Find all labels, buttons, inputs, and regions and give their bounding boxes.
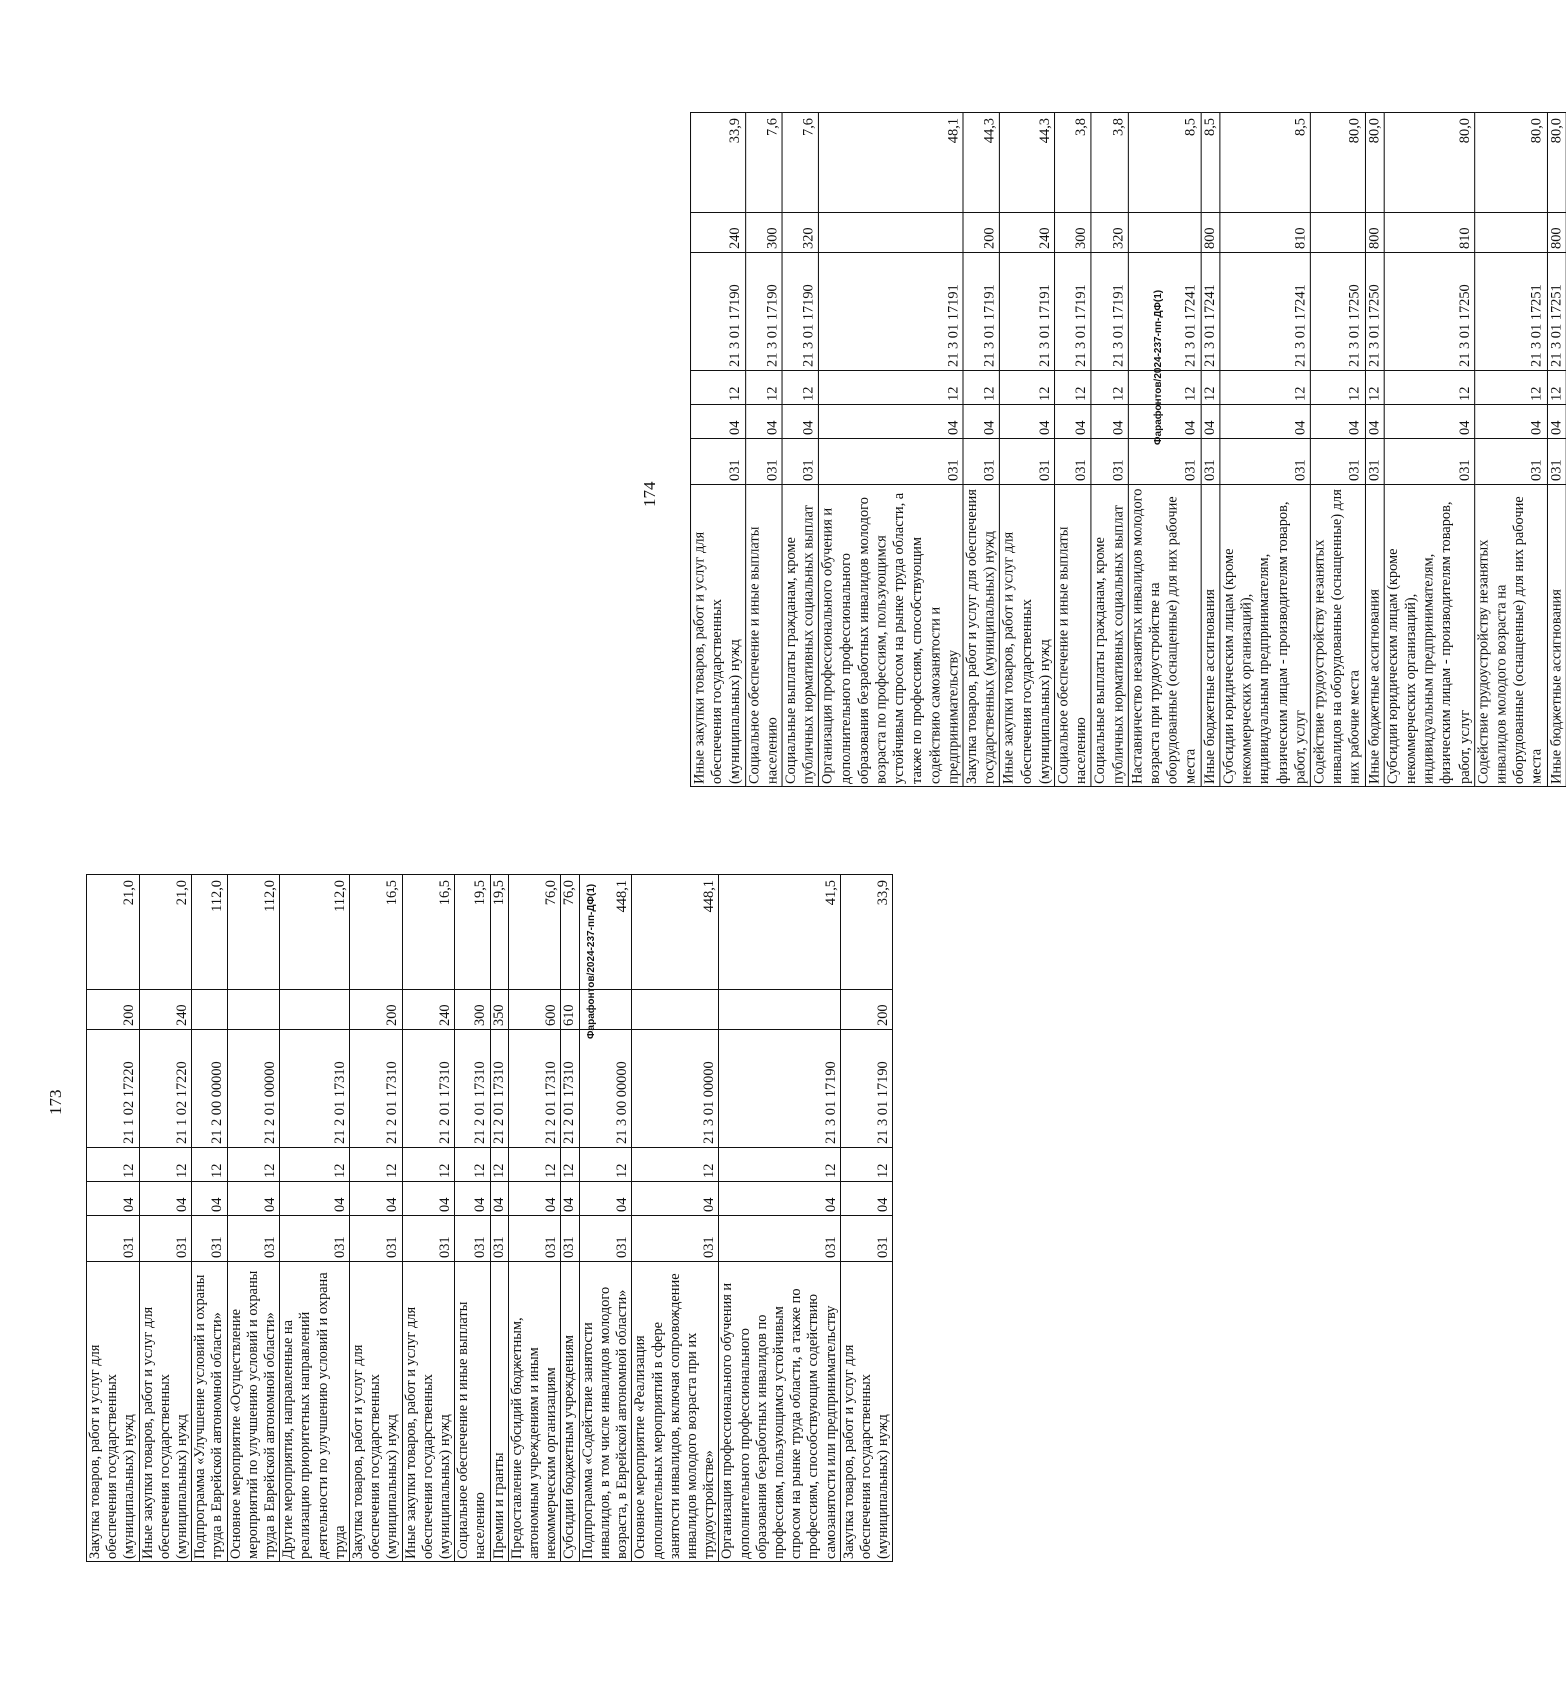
admin-code: 031 bbox=[280, 1216, 350, 1262]
subsection-code: 12 bbox=[1547, 371, 1566, 405]
amount: 33,9 bbox=[691, 113, 746, 213]
table-row bbox=[350, 875, 403, 1562]
section-code: 04 bbox=[139, 1182, 192, 1216]
target-article-code: 21 3 01 17191 bbox=[819, 253, 963, 371]
page-174-table-wrap bbox=[690, 112, 1565, 787]
section-code: 04 bbox=[490, 1182, 508, 1216]
section-code: 04 bbox=[455, 1182, 490, 1216]
amount: 8,5 bbox=[1128, 113, 1201, 213]
section-code: 04 bbox=[579, 1182, 632, 1216]
target-article-code: 21 2 01 17310 bbox=[455, 1030, 490, 1148]
expense-type-code: 800 bbox=[1201, 213, 1220, 253]
page-number: 173 bbox=[46, 1089, 65, 1115]
amount: 76,0 bbox=[508, 875, 561, 990]
table-row bbox=[280, 875, 350, 1562]
section-code: 04 bbox=[192, 1182, 227, 1216]
subsection-code: 12 bbox=[782, 371, 819, 405]
table-row bbox=[1220, 113, 1310, 787]
target-article-code: 21 2 00 00000 bbox=[192, 1030, 227, 1148]
target-article-code: 21 3 01 17191 bbox=[1000, 253, 1055, 371]
admin-code: 031 bbox=[1055, 439, 1092, 485]
row-name: Организация профессионального обучения и дополнительного профессионального образования безработных инвалидов молодого возраста по профессиям, пользующимся устойчивым спросом на рынке труда области, а также по профессиям, способствующим содействию самозанятости и предпринимательству bbox=[819, 485, 963, 787]
row-name: Закупка товаров, работ и услуг для обеспечения государственных (муниципальных) нужд bbox=[350, 1262, 403, 1562]
subsection-code: 12 bbox=[402, 1148, 455, 1182]
expense-type-code: 320 bbox=[1091, 213, 1128, 253]
row-name: Иные закупки товаров, работ и услуг для обеспечения государственных (муниципальных) нужд bbox=[139, 1262, 192, 1562]
table-row bbox=[227, 875, 280, 1562]
table-row bbox=[1091, 113, 1128, 787]
admin-code: 031 bbox=[227, 1216, 280, 1262]
subsection-code: 12 bbox=[350, 1148, 403, 1182]
subsection-code: 12 bbox=[87, 1148, 140, 1182]
amount: 3,8 bbox=[1055, 113, 1092, 213]
expense-type-code: 810 bbox=[1384, 213, 1474, 253]
target-article-code: 21 2 01 17310 bbox=[280, 1030, 350, 1148]
admin-code: 031 bbox=[455, 1216, 490, 1262]
amount: 16,5 bbox=[402, 875, 455, 990]
page-173 bbox=[0, 837, 892, 1697]
subsection-code: 12 bbox=[1310, 371, 1365, 405]
target-article-code: 21 1 02 17220 bbox=[139, 1030, 192, 1148]
amount: 19,5 bbox=[455, 875, 490, 990]
admin-code: 031 bbox=[490, 1216, 508, 1262]
section-code: 04 bbox=[1365, 405, 1384, 439]
admin-code: 031 bbox=[1310, 439, 1365, 485]
subsection-code: 12 bbox=[1201, 371, 1220, 405]
section-code: 04 bbox=[1201, 405, 1220, 439]
table-row bbox=[963, 113, 1000, 787]
table-row bbox=[1128, 113, 1201, 787]
target-article-code: 21 2 01 17310 bbox=[350, 1030, 403, 1148]
subsection-code: 12 bbox=[227, 1148, 280, 1182]
row-name: Субсидии юридическим лицам (кроме некоммерческих организаций), индивидуальным предпринимателям, физическим лицам - производителям товаров, работ, услуг bbox=[1220, 485, 1310, 787]
expense-type-code: 200 bbox=[87, 990, 140, 1030]
section-code: 04 bbox=[819, 405, 963, 439]
row-name: Другие мероприятия, направленные на реализацию приоритетных направлений деятельности по улучшению условий и охрана труда bbox=[280, 1262, 350, 1562]
expense-type-code: 240 bbox=[139, 990, 192, 1030]
row-name: Закупка товаров, работ и услуг для обеспечения государственных (муниципальных) нужд bbox=[87, 1262, 140, 1562]
row-name: Предоставление субсидий бюджетным, автономным учреждениям и иным некоммерческим организациям bbox=[508, 1262, 561, 1562]
table-row bbox=[719, 875, 840, 1562]
row-name: Закупка товаров, работ и услуг для обеспечения государственных (муниципальных) нужд bbox=[963, 485, 1000, 787]
expense-type-code: 240 bbox=[1000, 213, 1055, 253]
amount: 19,5 bbox=[490, 875, 508, 990]
admin-code: 031 bbox=[1201, 439, 1220, 485]
row-name: Социальные выплаты гражданам, кроме публичных нормативных социальных выплат bbox=[1091, 485, 1128, 787]
subsection-code: 12 bbox=[490, 1148, 508, 1182]
admin-code: 031 bbox=[139, 1216, 192, 1262]
amount: 21,0 bbox=[139, 875, 192, 990]
section-code: 04 bbox=[1474, 405, 1547, 439]
expense-type-code: 350 bbox=[490, 990, 508, 1030]
admin-code: 031 bbox=[782, 439, 819, 485]
row-name: Подпрограмма «Улучшение условий и охраны труда в Еврейской автономной области» bbox=[192, 1262, 227, 1562]
target-article-code: 21 3 01 17190 bbox=[782, 253, 819, 371]
subsection-code: 12 bbox=[1055, 371, 1092, 405]
admin-code: 031 bbox=[1474, 439, 1547, 485]
amount: 48,1 bbox=[819, 113, 963, 213]
target-article-code: 21 2 01 17310 bbox=[402, 1030, 455, 1148]
page-174 bbox=[0, 0, 1565, 837]
table-row bbox=[1384, 113, 1474, 787]
section-code: 04 bbox=[1384, 405, 1474, 439]
amount: 33,9 bbox=[840, 875, 893, 990]
section-code: 04 bbox=[782, 405, 819, 439]
page-173-table-wrap bbox=[86, 874, 893, 1562]
target-article-code: 21 1 02 17220 bbox=[87, 1030, 140, 1148]
subsection-code: 12 bbox=[280, 1148, 350, 1182]
row-name: Иные бюджетные ассигнования bbox=[1547, 485, 1566, 787]
expense-type-code bbox=[1474, 213, 1547, 253]
expense-type-code: 240 bbox=[691, 213, 746, 253]
table-row bbox=[490, 875, 508, 1562]
subsection-code: 12 bbox=[963, 371, 1000, 405]
target-article-code: 21 2 01 17310 bbox=[508, 1030, 561, 1148]
admin-code: 031 bbox=[632, 1216, 719, 1262]
target-article-code: 21 3 01 17250 bbox=[1365, 253, 1384, 371]
row-name: Иные закупки товаров, работ и услуг для обеспечения государственных (муниципальных) нужд bbox=[691, 485, 746, 787]
admin-code: 031 bbox=[561, 1216, 579, 1262]
table-row bbox=[1000, 113, 1055, 787]
section-code: 04 bbox=[1000, 405, 1055, 439]
table-row bbox=[1310, 113, 1365, 787]
expense-type-code bbox=[1310, 213, 1365, 253]
section-code: 04 bbox=[1547, 405, 1566, 439]
section-code: 04 bbox=[691, 405, 746, 439]
row-name: Основное мероприятие «Осуществление мероприятий по улучшению условий и охраны труда в Еврейской автономной области» bbox=[227, 1262, 280, 1562]
expense-type-code: 800 bbox=[1365, 213, 1384, 253]
target-article-code: 21 3 01 17190 bbox=[840, 1030, 893, 1148]
expense-type-code bbox=[192, 990, 227, 1030]
section-code: 04 bbox=[280, 1182, 350, 1216]
admin-code: 031 bbox=[1128, 439, 1201, 485]
row-name: Содействие трудоустройству незанятых инвалидов на оборудованные (оснащенные) для них рабочие места bbox=[1310, 485, 1365, 787]
amount: 112,0 bbox=[280, 875, 350, 990]
target-article-code: 21 3 01 17241 bbox=[1201, 253, 1220, 371]
target-article-code: 21 3 01 17251 bbox=[1474, 253, 1547, 371]
expense-type-code: 320 bbox=[782, 213, 819, 253]
admin-code: 031 bbox=[87, 1216, 140, 1262]
amount: 448,1 bbox=[579, 875, 632, 990]
admin-code: 031 bbox=[1384, 439, 1474, 485]
section-code: 04 bbox=[1128, 405, 1201, 439]
table-row bbox=[1365, 113, 1384, 787]
table-row bbox=[508, 875, 561, 1562]
target-article-code: 21 3 01 17241 bbox=[1128, 253, 1201, 371]
subsection-code: 12 bbox=[139, 1148, 192, 1182]
admin-code: 031 bbox=[1220, 439, 1310, 485]
subsection-code: 12 bbox=[745, 371, 782, 405]
admin-code: 031 bbox=[1000, 439, 1055, 485]
target-article-code: 21 2 01 17310 bbox=[490, 1030, 508, 1148]
target-article-code: 21 3 01 17251 bbox=[1547, 253, 1566, 371]
amount: 44,3 bbox=[963, 113, 1000, 213]
table-row bbox=[561, 875, 579, 1562]
expense-type-code: 600 bbox=[508, 990, 561, 1030]
amount: 112,0 bbox=[192, 875, 227, 990]
page-number: 174 bbox=[640, 481, 659, 507]
subsection-code: 12 bbox=[1091, 371, 1128, 405]
expense-type-code: 200 bbox=[963, 213, 1000, 253]
target-article-code: 21 3 01 17190 bbox=[745, 253, 782, 371]
amount: 80,0 bbox=[1474, 113, 1547, 213]
budget-table-173 bbox=[86, 874, 893, 1562]
table-row bbox=[1547, 113, 1566, 787]
table-row bbox=[1201, 113, 1220, 787]
admin-code: 031 bbox=[579, 1216, 632, 1262]
section-code: 04 bbox=[350, 1182, 403, 1216]
subsection-code: 12 bbox=[1474, 371, 1547, 405]
amount: 7,6 bbox=[782, 113, 819, 213]
section-code: 04 bbox=[963, 405, 1000, 439]
table-row bbox=[139, 875, 192, 1562]
amount: 80,0 bbox=[1365, 113, 1384, 213]
expense-type-code bbox=[280, 990, 350, 1030]
row-name: Основное мероприятие «Реализация дополнительных мероприятий в сфере занятости инвалидов, включая сопровождение инвалидов молодого возраста при их трудоустройстве» bbox=[632, 1262, 719, 1562]
section-code: 04 bbox=[1055, 405, 1092, 439]
subsection-code: 12 bbox=[1000, 371, 1055, 405]
section-code: 04 bbox=[87, 1182, 140, 1216]
admin-code: 031 bbox=[402, 1216, 455, 1262]
table-row bbox=[192, 875, 227, 1562]
subsection-code: 12 bbox=[579, 1148, 632, 1182]
target-article-code: 21 3 01 17191 bbox=[1091, 253, 1128, 371]
row-name: Наставничество незанятых инвалидов молодого возраста при трудоустройстве на оборудованные (оснащенные) для них рабочие места bbox=[1128, 485, 1201, 787]
table-row bbox=[745, 113, 782, 787]
expense-type-code: 200 bbox=[350, 990, 403, 1030]
target-article-code: 21 2 01 00000 bbox=[227, 1030, 280, 1148]
page-footer: Фарафонтов/2024-237-пп-ДФ(1) bbox=[586, 883, 597, 1039]
row-name: Социальное обеспечение и иные выплаты населению bbox=[745, 485, 782, 787]
amount: 112,0 bbox=[227, 875, 280, 990]
subsection-code: 12 bbox=[1220, 371, 1310, 405]
amount: 8,5 bbox=[1220, 113, 1310, 213]
row-name: Содействие трудоустройству незанятых инвалидов молодого возраста на оборудованные (оснащенные) для них рабочие места bbox=[1474, 485, 1547, 787]
page-footer: Фарафонтов/2024-237-пп-ДФ(1) bbox=[1153, 289, 1164, 445]
subsection-code: 12 bbox=[192, 1148, 227, 1182]
amount: 80,0 bbox=[1310, 113, 1365, 213]
row-name: Социальное обеспечение и иные выплаты населению bbox=[455, 1262, 490, 1562]
section-code: 04 bbox=[561, 1182, 579, 1216]
admin-code: 031 bbox=[1547, 439, 1566, 485]
row-name: Субсидии юридическим лицам (кроме некоммерческих организаций), индивидуальным предпринимателям, физическим лицам - производителям товаров, работ, услуг bbox=[1384, 485, 1474, 787]
row-name: Подпрограмма «Содействие занятости инвалидов, в том числе инвалидов молодого возраста, в Еврейской автономной области» bbox=[579, 1262, 632, 1562]
section-code: 04 bbox=[719, 1182, 840, 1216]
section-code: 04 bbox=[1091, 405, 1128, 439]
section-code: 04 bbox=[632, 1182, 719, 1216]
admin-code: 031 bbox=[719, 1216, 840, 1262]
amount: 7,6 bbox=[745, 113, 782, 213]
expense-type-code: 800 bbox=[1547, 213, 1566, 253]
admin-code: 031 bbox=[192, 1216, 227, 1262]
admin-code: 031 bbox=[840, 1216, 893, 1262]
section-code: 04 bbox=[1220, 405, 1310, 439]
subsection-code: 12 bbox=[1384, 371, 1474, 405]
amount: 80,0 bbox=[1547, 113, 1566, 213]
admin-code: 031 bbox=[1091, 439, 1128, 485]
row-name: Иные закупки товаров, работ и услуг для обеспечения государственных (муниципальных) нужд bbox=[402, 1262, 455, 1562]
row-name: Иные бюджетные ассигнования bbox=[1365, 485, 1384, 787]
expense-type-code: 300 bbox=[455, 990, 490, 1030]
expense-type-code: 300 bbox=[745, 213, 782, 253]
row-name: Премии и гранты bbox=[490, 1262, 508, 1562]
admin-code: 031 bbox=[745, 439, 782, 485]
expense-type-code bbox=[227, 990, 280, 1030]
subsection-code: 12 bbox=[508, 1148, 561, 1182]
table-row bbox=[1474, 113, 1547, 787]
amount: 41,5 bbox=[719, 875, 840, 990]
expense-type-code: 300 bbox=[1055, 213, 1092, 253]
expense-type-code bbox=[819, 213, 963, 253]
expense-type-code: 240 bbox=[402, 990, 455, 1030]
table-row bbox=[1055, 113, 1092, 787]
amount: 3,8 bbox=[1091, 113, 1128, 213]
expense-type-code bbox=[632, 990, 719, 1030]
table-row bbox=[691, 113, 746, 787]
subsection-code: 12 bbox=[1128, 371, 1201, 405]
row-name: Социальное обеспечение и иные выплаты населению bbox=[1055, 485, 1092, 787]
row-name: Закупка товаров, работ и услуг для обеспечения государственных (муниципальных) нужд bbox=[840, 1262, 893, 1562]
admin-code: 031 bbox=[1365, 439, 1384, 485]
target-article-code: 21 3 01 17250 bbox=[1384, 253, 1474, 371]
amount: 448,1 bbox=[632, 875, 719, 990]
subsection-code: 12 bbox=[819, 371, 963, 405]
subsection-code: 12 bbox=[719, 1148, 840, 1182]
section-code: 04 bbox=[745, 405, 782, 439]
target-article-code: 21 3 01 17190 bbox=[691, 253, 746, 371]
subsection-code: 12 bbox=[632, 1148, 719, 1182]
section-code: 04 bbox=[840, 1182, 893, 1216]
amount: 76,0 bbox=[561, 875, 579, 990]
table-row bbox=[782, 113, 819, 787]
subsection-code: 12 bbox=[691, 371, 746, 405]
subsection-code: 12 bbox=[840, 1148, 893, 1182]
section-code: 04 bbox=[402, 1182, 455, 1216]
row-name: Иные закупки товаров, работ и услуг для обеспечения государственных (муниципальных) нужд bbox=[1000, 485, 1055, 787]
budget-table-174 bbox=[690, 112, 1566, 787]
expense-type-code: 810 bbox=[1220, 213, 1310, 253]
table-row bbox=[819, 113, 963, 787]
amount: 8,5 bbox=[1201, 113, 1220, 213]
target-article-code: 21 3 01 17190 bbox=[719, 1030, 840, 1148]
section-code: 04 bbox=[227, 1182, 280, 1216]
row-name: Субсидии бюджетным учреждениям bbox=[561, 1262, 579, 1562]
subsection-code: 12 bbox=[1365, 371, 1384, 405]
section-code: 04 bbox=[1310, 405, 1365, 439]
target-article-code: 21 3 01 17191 bbox=[1055, 253, 1092, 371]
section-code: 04 bbox=[508, 1182, 561, 1216]
expense-type-code: 610 bbox=[561, 990, 579, 1030]
admin-code: 031 bbox=[691, 439, 746, 485]
table-row bbox=[87, 875, 140, 1562]
admin-code: 031 bbox=[819, 439, 963, 485]
amount: 80,0 bbox=[1384, 113, 1474, 213]
amount: 44,3 bbox=[1000, 113, 1055, 213]
admin-code: 031 bbox=[963, 439, 1000, 485]
amount: 16,5 bbox=[350, 875, 403, 990]
expense-type-code: 200 bbox=[840, 990, 893, 1030]
table-row bbox=[455, 875, 490, 1562]
table-row bbox=[402, 875, 455, 1562]
subsection-code: 12 bbox=[455, 1148, 490, 1182]
target-article-code: 21 2 01 17310 bbox=[561, 1030, 579, 1148]
admin-code: 031 bbox=[508, 1216, 561, 1262]
row-name: Иные бюджетные ассигнования bbox=[1201, 485, 1220, 787]
amount: 21,0 bbox=[87, 875, 140, 990]
target-article-code: 21 3 01 17241 bbox=[1220, 253, 1310, 371]
admin-code: 031 bbox=[350, 1216, 403, 1262]
table-row bbox=[840, 875, 893, 1562]
expense-type-code bbox=[719, 990, 840, 1030]
target-article-code: 21 3 01 17191 bbox=[963, 253, 1000, 371]
expense-type-code bbox=[1128, 213, 1201, 253]
table-row bbox=[632, 875, 719, 1562]
subsection-code: 12 bbox=[561, 1148, 579, 1182]
target-article-code: 21 3 00 00000 bbox=[579, 1030, 632, 1148]
target-article-code: 21 3 01 17250 bbox=[1310, 253, 1365, 371]
row-name: Социальные выплаты гражданам, кроме публичных нормативных социальных выплат bbox=[782, 485, 819, 787]
target-article-code: 21 3 01 00000 bbox=[632, 1030, 719, 1148]
row-name: Организация профессионального обучения и дополнительного профессионального образования безработных инвалидов по профессиям, пользующимся устойчивым спросом на рынке труда области, а также по профессиям, способствующим содействию самозанятости или предпринимательству bbox=[719, 1262, 840, 1562]
